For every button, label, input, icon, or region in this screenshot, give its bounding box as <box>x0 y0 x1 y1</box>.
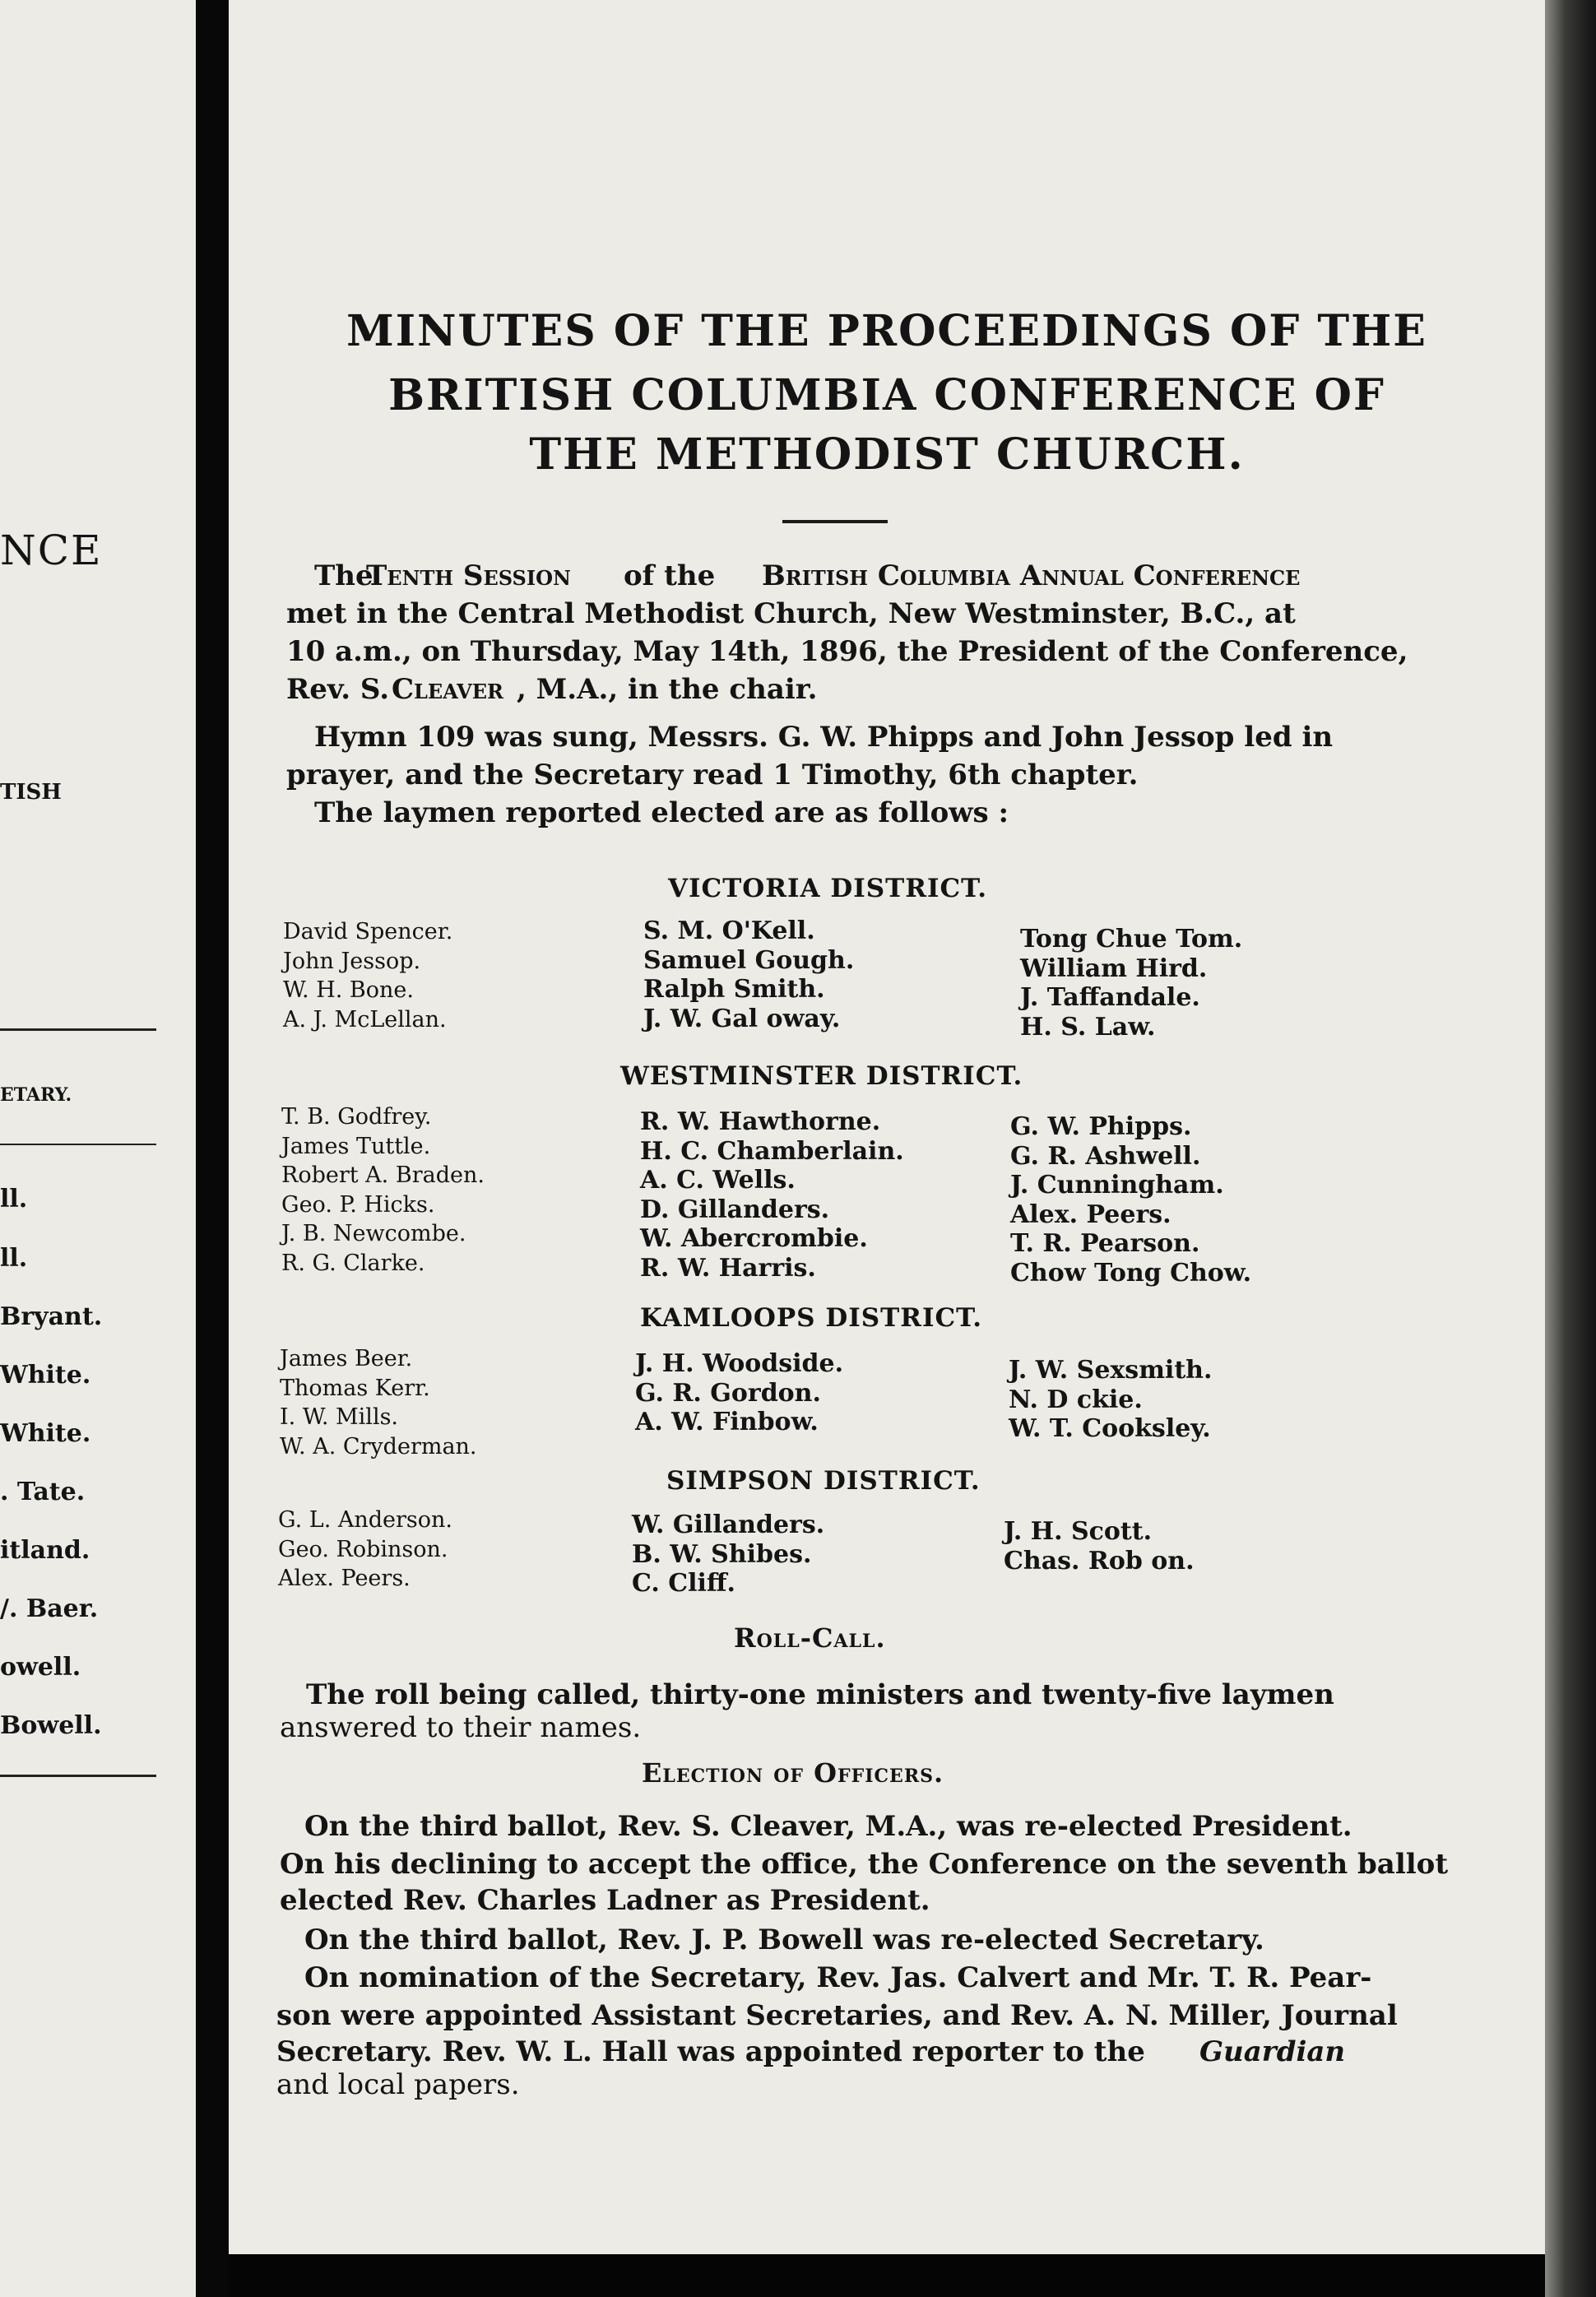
layman-name: William Hird. <box>1020 954 1208 983</box>
intro-conference-name: British Columbia Annual Conference <box>762 559 1301 592</box>
district-heading: VICTORIA DISTRICT. <box>668 874 988 903</box>
intro-text: 10 a.m., on Thursday, May 14th, 1896, the President of the Conference, <box>286 635 1408 668</box>
intro-text: met in the Central Methodist Church, New Westminster, B.C., at <box>286 597 1296 630</box>
layman-name: R. G. Clarke. <box>281 1250 425 1276</box>
layman-name: G. L. Anderson. <box>278 1507 453 1533</box>
layman-name: W. H. Bone. <box>283 977 414 1003</box>
intro-text: The laymen reported elected are as follows : <box>314 796 1009 829</box>
layman-name: J. Cunningham. <box>1010 1171 1224 1200</box>
layman-name: J. H. Woodside. <box>635 1349 844 1378</box>
layman-name: W. Gillanders. <box>632 1510 825 1539</box>
intro-text: prayer, and the Secretary read 1 Timothy, 6th chapter. <box>286 759 1139 791</box>
facing-page-text: TISH <box>0 780 62 805</box>
layman-name: Chow Tong Chow. <box>1010 1258 1252 1288</box>
layman-name: Alex. Peers. <box>278 1566 411 1591</box>
layman-name: A. W. Finbow. <box>635 1408 819 1436</box>
layman-name: Geo. Robinson. <box>278 1536 448 1562</box>
document-page <box>229 0 1545 2254</box>
election-text: Secretary. Rev. W. L. Hall was appointed reporter to the <box>276 2035 1145 2068</box>
facing-page-text: itland. <box>0 1536 90 1565</box>
district-column <box>1020 925 1242 1042</box>
district-heading: SIMPSON DISTRICT. <box>666 1466 981 1496</box>
district-column <box>281 1102 485 1278</box>
facing-page-rule <box>0 1028 156 1031</box>
layman-name: Chas. Rob on. <box>1004 1546 1195 1575</box>
layman-name: Samuel Gough. <box>643 945 855 975</box>
district-column <box>283 917 452 1034</box>
election-text: elected Rev. Charles Ladner as President. <box>280 1884 930 1917</box>
facing-page-text: . Tate. <box>0 1478 86 1506</box>
layman-name: C. Cliff. <box>632 1569 735 1598</box>
district-column <box>1009 1356 1212 1444</box>
district-column <box>1010 1112 1251 1288</box>
district-heading: KAMLOOPS DISTRICT. <box>640 1303 982 1333</box>
intro-text: of the <box>624 559 716 592</box>
facing-page-fragment <box>0 0 196 2297</box>
layman-name: J. H. Scott. <box>1004 1517 1153 1546</box>
facing-page-text: White. <box>0 1419 91 1448</box>
layman-name: T. B. Godfrey. <box>281 1104 432 1130</box>
page-title-line-1: MINUTES OF THE PROCEEDINGS OF THE <box>346 306 1427 356</box>
layman-name: I. W. Mills. <box>280 1404 399 1430</box>
layman-name: H. C. Chamberlain. <box>640 1136 904 1166</box>
layman-name: A. J. McLellan. <box>283 1006 447 1032</box>
layman-name: James Beer. <box>280 1346 413 1371</box>
layman-name: Geo. P. Hicks. <box>281 1191 435 1218</box>
layman-name: J. W. Sexsmith. <box>1009 1356 1213 1385</box>
layman-name: T. R. Pearson. <box>1010 1229 1200 1258</box>
intro-text: , M.A., in the chair. <box>517 673 818 706</box>
district-column <box>278 1506 452 1594</box>
facing-page-text: Bowell. <box>0 1711 102 1740</box>
layman-name: Tong Chue Tom. <box>1020 925 1243 954</box>
layman-name: W. Abercrombie. <box>640 1224 868 1253</box>
district-heading: WESTMINSTER DISTRICT. <box>620 1061 1023 1091</box>
layman-name: Robert A. Braden. <box>281 1162 485 1188</box>
layman-name: Thomas Kerr. <box>280 1375 430 1401</box>
district-column <box>643 916 854 1033</box>
intro-president-name: Cleaver <box>392 673 503 706</box>
facing-page-text: ll. <box>0 1244 28 1273</box>
facing-page-text: owell. <box>0 1653 81 1682</box>
facing-page-text: Bryant. <box>0 1302 103 1331</box>
layman-name: W. T. Cooksley. <box>1009 1414 1211 1443</box>
newspaper-name: Guardian <box>1199 2035 1346 2068</box>
layman-name: H. S. Law. <box>1020 1012 1156 1042</box>
intro-text: Rev. S. <box>286 673 390 706</box>
section-heading-roll-call: Roll-Call. <box>734 1622 886 1654</box>
district-column <box>280 1344 477 1461</box>
layman-name: A. C. Wells. <box>640 1166 796 1195</box>
layman-name: R. W. Harris. <box>640 1253 816 1283</box>
section-heading-election: Election of Officers. <box>642 1757 944 1789</box>
layman-name: David Spencer. <box>283 919 453 944</box>
district-column <box>632 1510 824 1599</box>
layman-name: G. R. Gordon. <box>635 1378 821 1408</box>
facing-page-text: /. Baer. <box>0 1594 99 1623</box>
layman-name: Alex. Peers. <box>1010 1200 1171 1229</box>
facing-page-text: ll. <box>0 1185 28 1213</box>
election-text: and local papers. <box>276 2068 520 2101</box>
layman-name: S. M. O'Kell. <box>643 916 815 945</box>
election-text: On his declining to accept the office, the Conference on the seventh ballot <box>280 1848 1449 1881</box>
facing-page-text: ETARY. <box>0 1084 72 1106</box>
district-column <box>635 1349 843 1437</box>
page-title-line-3: THE METHODIST CHURCH. <box>529 429 1245 480</box>
layman-name: J. B. Newcombe. <box>281 1221 466 1246</box>
intro-text: The <box>314 559 373 592</box>
facing-page-rule <box>0 1144 156 1145</box>
intro-text: Hymn 109 was sung, Messrs. G. W. Phipps and John Jessop led in <box>314 721 1334 754</box>
district-column <box>1004 1517 1195 1575</box>
scan-bottom-border <box>229 2254 1545 2297</box>
layman-name: D. Gillanders. <box>640 1195 830 1224</box>
layman-name: Ralph Smith. <box>643 975 825 1004</box>
title-rule <box>782 520 888 523</box>
layman-name: N. D ckie. <box>1009 1385 1143 1414</box>
layman-name: W. A. Cryderman. <box>280 1433 477 1459</box>
election-text: On the third ballot, Rev. S. Cleaver, M.A., was re-elected President. <box>304 1810 1352 1843</box>
layman-name: B. W. Shibes. <box>632 1539 812 1569</box>
roll-call-text: The roll being called, thirty-one ministers and twenty-five laymen <box>306 1678 1334 1711</box>
layman-name: G. R. Ashwell. <box>1010 1141 1201 1171</box>
layman-name: James Tuttle. <box>281 1133 431 1159</box>
layman-name: R. W. Hawthorne. <box>640 1107 881 1136</box>
roll-call-text: answered to their names. <box>280 1711 642 1744</box>
facing-page-text: White. <box>0 1361 91 1390</box>
page-edge-shadow <box>1545 0 1596 2297</box>
facing-page-rule <box>0 1775 156 1777</box>
intro-session-name: Tenth Session <box>366 559 571 592</box>
election-text: On the third ballot, Rev. J. P. Bowell was re-elected Secretary. <box>304 1923 1264 1956</box>
election-text: son were appointed Assistant Secretaries, and Rev. A. N. Miller, Journal <box>276 1999 1398 2032</box>
page-title-line-2: BRITISH COLUMBIA CONFERENCE OF <box>388 370 1385 420</box>
book-gutter <box>196 0 229 2297</box>
facing-page-text: NCE <box>0 527 103 574</box>
layman-name: J. W. Gal oway. <box>643 1004 841 1033</box>
layman-name: John Jessop. <box>283 948 421 974</box>
layman-name: G. W. Phipps. <box>1010 1112 1192 1141</box>
layman-name: J. Taffandale. <box>1020 983 1200 1012</box>
election-text: On nomination of the Secretary, Rev. Jas. Calvert and Mr. T. R. Pear- <box>304 1961 1372 1994</box>
district-column <box>640 1107 904 1283</box>
